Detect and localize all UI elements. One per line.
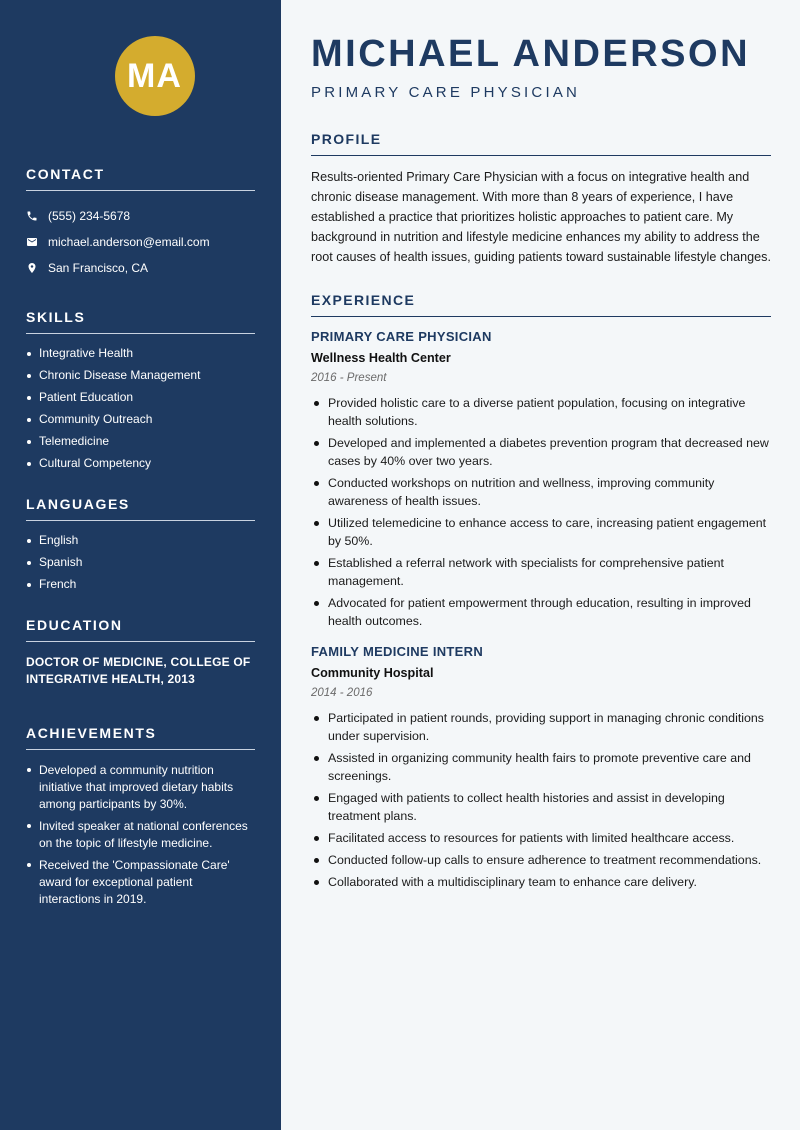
- job-bullet: Established a referral network with specialists for comprehensive patient management.: [311, 554, 771, 590]
- job-bullet: Engaged with patients to collect health histories and assist in developing treatment plans.: [311, 789, 771, 825]
- achievements-list: [26, 762, 255, 908]
- job-dates: 2016 - Present: [311, 372, 387, 384]
- job-company: Community Hospital: [311, 666, 434, 680]
- experience-heading: EXPERIENCE: [311, 292, 771, 317]
- job-entry: [311, 329, 771, 630]
- skill-item: Patient Education: [26, 390, 255, 405]
- skill-item: Community Outreach: [26, 412, 255, 427]
- skill-item: Chronic Disease Management: [26, 368, 255, 383]
- skill-item: Cultural Competency: [26, 456, 255, 471]
- email-text: michael.anderson@email.com: [48, 235, 210, 249]
- contact-section: [26, 166, 255, 281]
- job-bullet: Conducted follow-up calls to ensure adherence to treatment recommendations.: [311, 851, 771, 869]
- job-bullet: Participated in patient rounds, providing support in managing chronic conditions under supervision.: [311, 709, 771, 745]
- candidate-title: PRIMARY CARE PHYSICIAN: [311, 84, 581, 101]
- candidate-name: MICHAEL ANDERSON: [311, 33, 751, 75]
- languages-heading: LANGUAGES: [26, 496, 255, 521]
- phone-text: (555) 234-5678: [48, 209, 131, 223]
- job-bullet: Facilitated access to resources for patients with limited healthcare access.: [311, 829, 771, 847]
- main-content: [281, 0, 800, 1130]
- job-entry: [311, 644, 771, 891]
- job-bullet: Utilized telemedicine to enhance access to care, increasing patient engagement by 50%.: [311, 514, 771, 550]
- skill-item: Telemedicine: [26, 434, 255, 449]
- language-item: English: [26, 533, 255, 548]
- email-icon: [26, 236, 38, 248]
- education-heading: EDUCATION: [26, 617, 255, 642]
- location-text: San Francisco, CA: [48, 261, 149, 275]
- contact-phone[interactable]: [26, 203, 255, 229]
- job-dates: 2014 - 2016: [311, 687, 373, 699]
- profile-text: Results-oriented Primary Care Physician with a focus on integrative health and chronic disease management. With more than 8 years of experience, I have established a practice that prioritizes holistic approaches to patient care. My background in nutrition and lifestyle medicine enhances my ability to address the root causes of health issues, guiding patients toward sustainable lifestyle changes.: [311, 170, 771, 264]
- achievement-item: Developed a community nutrition initiative that improved dietary habits among participants by 30%.: [26, 762, 255, 813]
- job-bullet: Conducted workshops on nutrition and wellness, improving community awareness of health issues.: [311, 474, 771, 510]
- job-title: FAMILY MEDICINE INTERN: [311, 644, 484, 659]
- job-bullets: [311, 709, 771, 891]
- language-item: Spanish: [26, 555, 255, 570]
- job-bullet: Developed and implemented a diabetes prevention program that decreased new cases by 40% over two years.: [311, 434, 771, 470]
- profile-heading: PROFILE: [311, 131, 771, 156]
- job-bullet: Assisted in organizing community health fairs to promote preventive care and screenings.: [311, 749, 771, 785]
- skills-section: [26, 309, 255, 471]
- phone-icon: [26, 210, 38, 222]
- location-pin-icon: [26, 262, 38, 274]
- languages-list: [26, 533, 255, 592]
- job-bullets: [311, 394, 771, 630]
- profile-section: [311, 131, 771, 267]
- job-bullet: Provided holistic care to a diverse patient population, focusing on integrative health solutions.: [311, 394, 771, 430]
- job-bullet: Advocated for patient empowerment through education, resulting in improved health outcomes.: [311, 594, 771, 630]
- achievements-section: [26, 725, 255, 908]
- education-degree: DOCTOR OF MEDICINE, COLLEGE OF INTEGRATIVE HEALTH, 2013: [26, 655, 251, 686]
- avatar-initials: MA: [115, 36, 195, 116]
- language-item: French: [26, 577, 255, 592]
- achievements-heading: ACHIEVEMENTS: [26, 725, 255, 750]
- contact-location: [26, 255, 255, 281]
- experience-section: [311, 292, 771, 891]
- languages-section: [26, 496, 255, 592]
- job-bullet: Collaborated with a multidisciplinary team to enhance care delivery.: [311, 873, 771, 891]
- skill-item: Integrative Health: [26, 346, 255, 361]
- achievement-item: Received the 'Compassionate Care' award for exceptional patient interactions in 2019.: [26, 857, 255, 908]
- job-title: PRIMARY CARE PHYSICIAN: [311, 329, 492, 344]
- contact-email[interactable]: [26, 229, 255, 255]
- skills-list: [26, 346, 255, 471]
- job-company: Wellness Health Center: [311, 351, 451, 365]
- education-section: [26, 617, 255, 688]
- contact-heading: CONTACT: [26, 166, 255, 191]
- sidebar: [0, 0, 281, 1130]
- achievement-item: Invited speaker at national conferences on the topic of lifestyle medicine.: [26, 818, 255, 852]
- skills-heading: SKILLS: [26, 309, 255, 334]
